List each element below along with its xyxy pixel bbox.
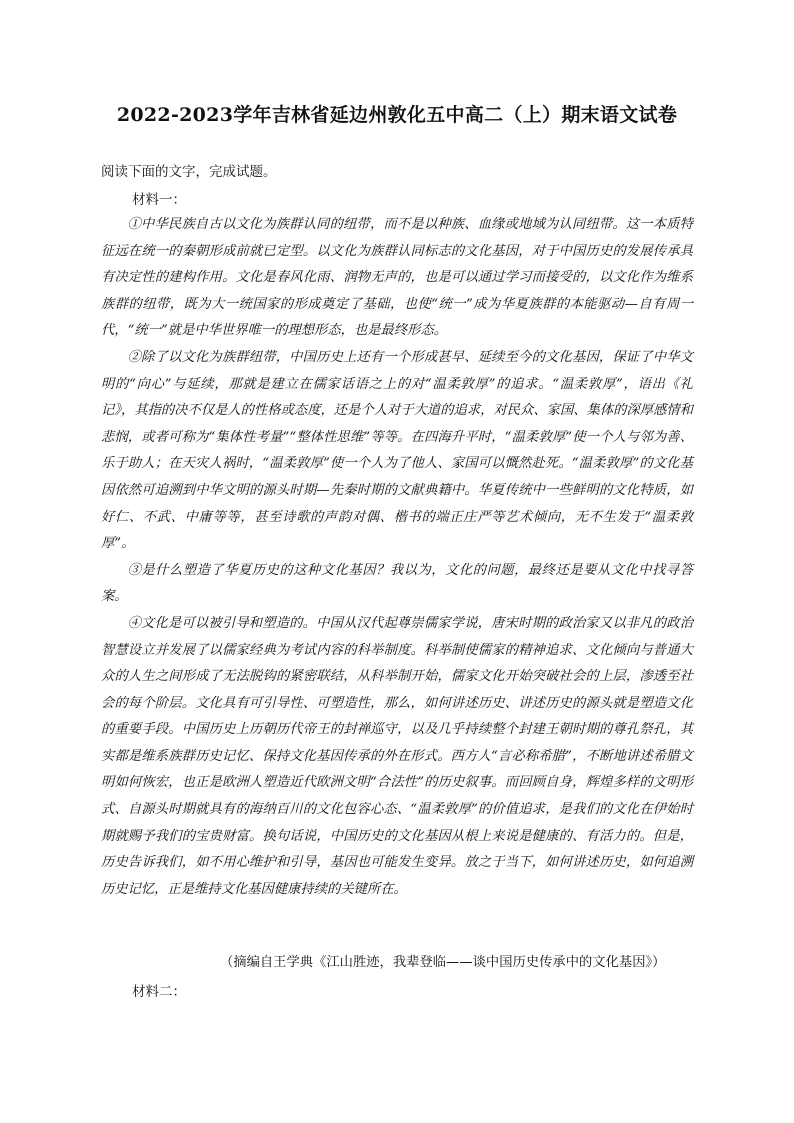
reading-instruction: 阅读下面的文字，完成试题。	[101, 164, 277, 180]
material-one-text	[101, 212, 693, 903]
paragraph-2: ②除了以文化为族群纽带，中国历史上还有一个形成甚早、延续至今的文化基因，保证了中华文明的“向心”与延续，那就是建立在儒家话语之上的对“温柔敦厚”的追求。“温柔敦厚”，语出《礼记》，其指的决不仅是人的性格或态度，还是个人对于大道的追求，对民众、家国、集体的深厚感情和悲悯，或者可称为“集体性考量”“整体性思维”等等。在四海升平时，“温柔敦厚”使一个人与邻为善、乐于助人；在天灾人祸时，“温柔敦厚”使一个人为了他人、家国可以慨然赴死。“温柔敦厚”的文化基因依然可追溯到中华文明的源头时期—先秦时期的文献典籍中。华夏传统中一些鲜明的文化特质，如好仁、不武、中庸等等，甚至诗歌的声韵对偶、楷书的端正庄严等艺术倾向，无不生发于“温柔敦厚”。	[101, 349, 693, 552]
page-title: 2022-2023学年吉林省延边州敦化五中高二（上）期末语文试卷	[116, 104, 678, 126]
material-one-label: 材料一：	[132, 192, 186, 208]
paragraph-3: ③是什么塑造了华夏历史的这种文化基因？我以为，文化的问题，最终还是要从文化中找寻答案。	[101, 562, 693, 605]
paragraph-1: ①中华民族自古以文化为族群认同的纽带，而不是以种族、血缘或地域为认同纽带。这一本质特征远在统一的秦朝形成前就已定型。以文化为族群认同标志的文化基因，对于中国历史的发展传承具有决定性的建构作用。文化是春风化雨、润物无声的，也是可以通过学习而接受的，以文化作为维系族群的纽带，既为大一统国家的形成奠定了基础，也使“统一”成为华夏族群的本能驱动—自有周一代，“统一”就是中华世界唯一的理想形态，也是最终形态。	[101, 217, 693, 339]
source-citation: （摘编自王学典《江山胜迹，我辈登临——谈中国历史传承中的文化基因》）	[220, 955, 666, 970]
material-two-label: 材料二：	[132, 984, 186, 1000]
paragraph-4: ④文化是可以被引导和塑造的。中国从汉代起尊崇儒家学说，唐宋时期的政治家又以非凡的政治智慧设立并发展了以儒家经典为考试内容的科举制度。科举制使儒家的精神追求、文化倾向与普通大众的人生之间形成了无法脱钩的紧密联结，从科举制开始，儒家文化开始突破社会的上层，渗透至社会的每个阶层。文化具有可引导性、可塑造性，那么，如何讲述历史、讲述历史的源头就是塑造文化的重要手段。中国历史上历朝历代帝王的封禅巡守，以及几乎持续整个封建王朝时期的尊孔祭孔，其实都是维系族群历史记忆、保持文化基因传承的外在形式。西方人“言必称希腊”，不断地讲述希腊文明如何恢宏，也正是欧洲人塑造近代欧洲文明“合法性”的历史叙事。而回顾自身，辉煌多样的文明形式、自源头时期就具有的海纳百川的文化包容心态、“温柔敦厚”的价值追求，是我们的文化在伊始时期就赐予我们的宝贵财富。换句话说，中国历史的文化基因从根上来说是健康的、有活力的。但是，历史告诉我们，如不用心维护和引导，基因也可能发生变异。放之于当下，如何讲述历史，如何追溯历史记忆，正是维持文化基因健康持续的关键所在。	[101, 615, 693, 897]
